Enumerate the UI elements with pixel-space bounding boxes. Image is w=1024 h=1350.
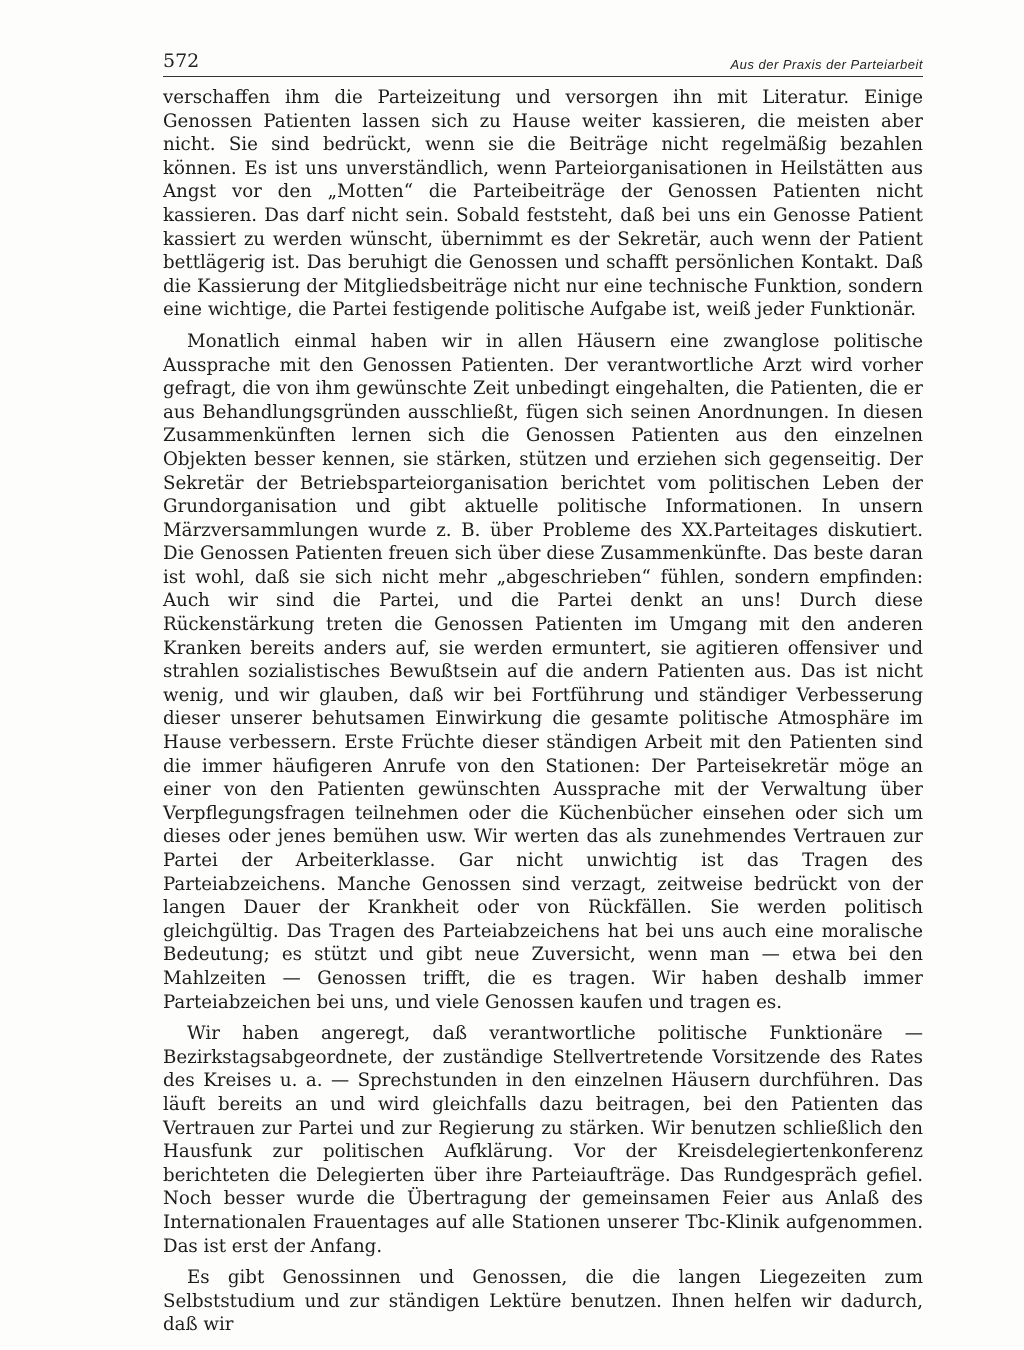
body-text bbox=[163, 86, 923, 1345]
paragraph-4: Es gibt Genossinnen und Genossen, die die langen Liegezeiten zum Selbststudium und zur ständigen Lektüre benutzen. Ihnen helfen wir dadurch, daß wir bbox=[163, 1267, 923, 1336]
paragraph-2: Monatlich einmal haben wir in allen Häusern eine zwanglose politische Aussprache mit den Genossen Patienten. Der verantwortliche Arzt wird vorher gefragt, die von ihm gewünschte Zeit unbedingt eingehalten, die Patienten, die er aus Behandlungsgründen ausschließt, fügen sich seinen Anordnungen. In diesen Zusammenkünften lernen sich die Genossen Patienten aus den einzelnen Objekten besser kennen, sie stärken, stützen und erziehen sich gegenseitig. Der Sekretär der Betriebsparteiorganisation berichtet vom politischen Leben der Grundorganisation und gibt aktuelle politische Informationen. In unsern Märzversammlungen wurde z. B. über Probleme des XX.Parteitages diskutiert. Die Genossen Patienten freuen sich über diese Zusammenkünfte. Das beste daran ist wohl, daß sie sich nicht mehr „abgeschrieben“ fühlen, sondern empfinden: Auch wir sind die Partei, und die Partei denkt an uns! Durch diese Rückenstärkung treten die Genossen Patienten im Umgang mit den anderen Kranken bereits anders auf, sie werden ermuntert, sie agitieren offensiver und strahlen sozialistisches Bewußtsein auf die andern Patienten aus. Das ist nicht wenig, und wir glauben, daß wir bei Fortführung und ständiger Verbesserung dieser unserer behutsamen Einwirkung die gesamte politische Atmosphäre im Hause verbessern. Erste Früchte dieser ständigen Arbeit mit den Patienten sind die immer häufigeren Anrufe von den Stationen: Der Parteisekretär möge an einer von den Patienten gewünschten Aussprache mit der Verwaltung über Verpflegungsfragen teilnehmen oder die Küchenbücher einsehen oder sich um dieses oder jenes bemühen usw. Wir werten das als zunehmendes Vertrauen zur Partei der Arbeiterklasse. Gar nicht unwichtig ist das Tragen des Parteiabzeichens. Manche Genossen sind verzagt, zeitweise bedrückt von der langen Dauer der Krankheit oder von Rückfällen. Sie werden politisch gleichgültig. Das Tragen des Parteiabzeichens hat bei uns auch eine moralische Bedeutung; es stützt und gibt neue Zuversicht, wenn man — etwa bei den Mahlzeiten — Genossen trifft, die es tragen. Wir haben deshalb immer Parteiabzeichen bei uns, und viele Genossen kaufen und tragen es. bbox=[163, 330, 923, 1013]
page-header bbox=[163, 50, 923, 77]
page-number: 572 bbox=[163, 50, 200, 72]
running-title: Aus der Praxis der Parteiarbeit bbox=[730, 57, 923, 72]
paragraph-1: verschaffen ihm die Parteizeitung und versorgen ihn mit Literatur. Einige Genossen Patienten lassen sich zu Hause weiter kassieren, die meisten aber nicht. Sie sind bedrückt, wenn sie die Beiträge nicht regelmäßig bezahlen können. Es ist uns unverständlich, wenn Parteiorganisationen in Heilstätten aus Angst vor den „Motten“ die Parteibeiträge der Genossen Patienten nicht kassieren. Das darf nicht sein. Sobald feststeht, daß bei uns ein Genosse Patient kassiert zu werden wünscht, übernimmt es der Sekretär, auch wenn der Patient bettlägerig ist. Das beruhigt die Genossen und schafft persönlichen Kontakt. Daß die Kassierung der Mitgliedsbeiträge nicht nur eine technische Funktion, sondern eine wichtige, die Partei festigende politische Aufgabe ist, weiß jeder Funktionär. bbox=[163, 87, 923, 321]
paragraph-3: Wir haben angeregt, daß verantwortliche politische Funktionäre — Bezirkstagsabgeordnete, der zuständige Stellvertretende Vorsitzende des Rates des Kreises u. a. — Sprechstunden in den einzelnen Häusern durchführen. Das läuft bereits an und wird gleichfalls dazu beitragen, bei den Patienten das Vertrauen zur Partei und zur Regierung zu stärken. Wir benutzen schließlich den Hausfunk zur politischen Aufklärung. Vor der Kreisdelegiertenkonferenz berichteten die Delegierten über ihre Parteiaufträge. Das Rundgespräch gefiel. Noch besser wurde die Übertragung der gemeinsamen Feier aus Anlaß des Internationalen Frauentages auf alle Stationen unserer Tbc-Klinik aufgenommen. Das ist erst der Anfang. bbox=[163, 1023, 923, 1257]
